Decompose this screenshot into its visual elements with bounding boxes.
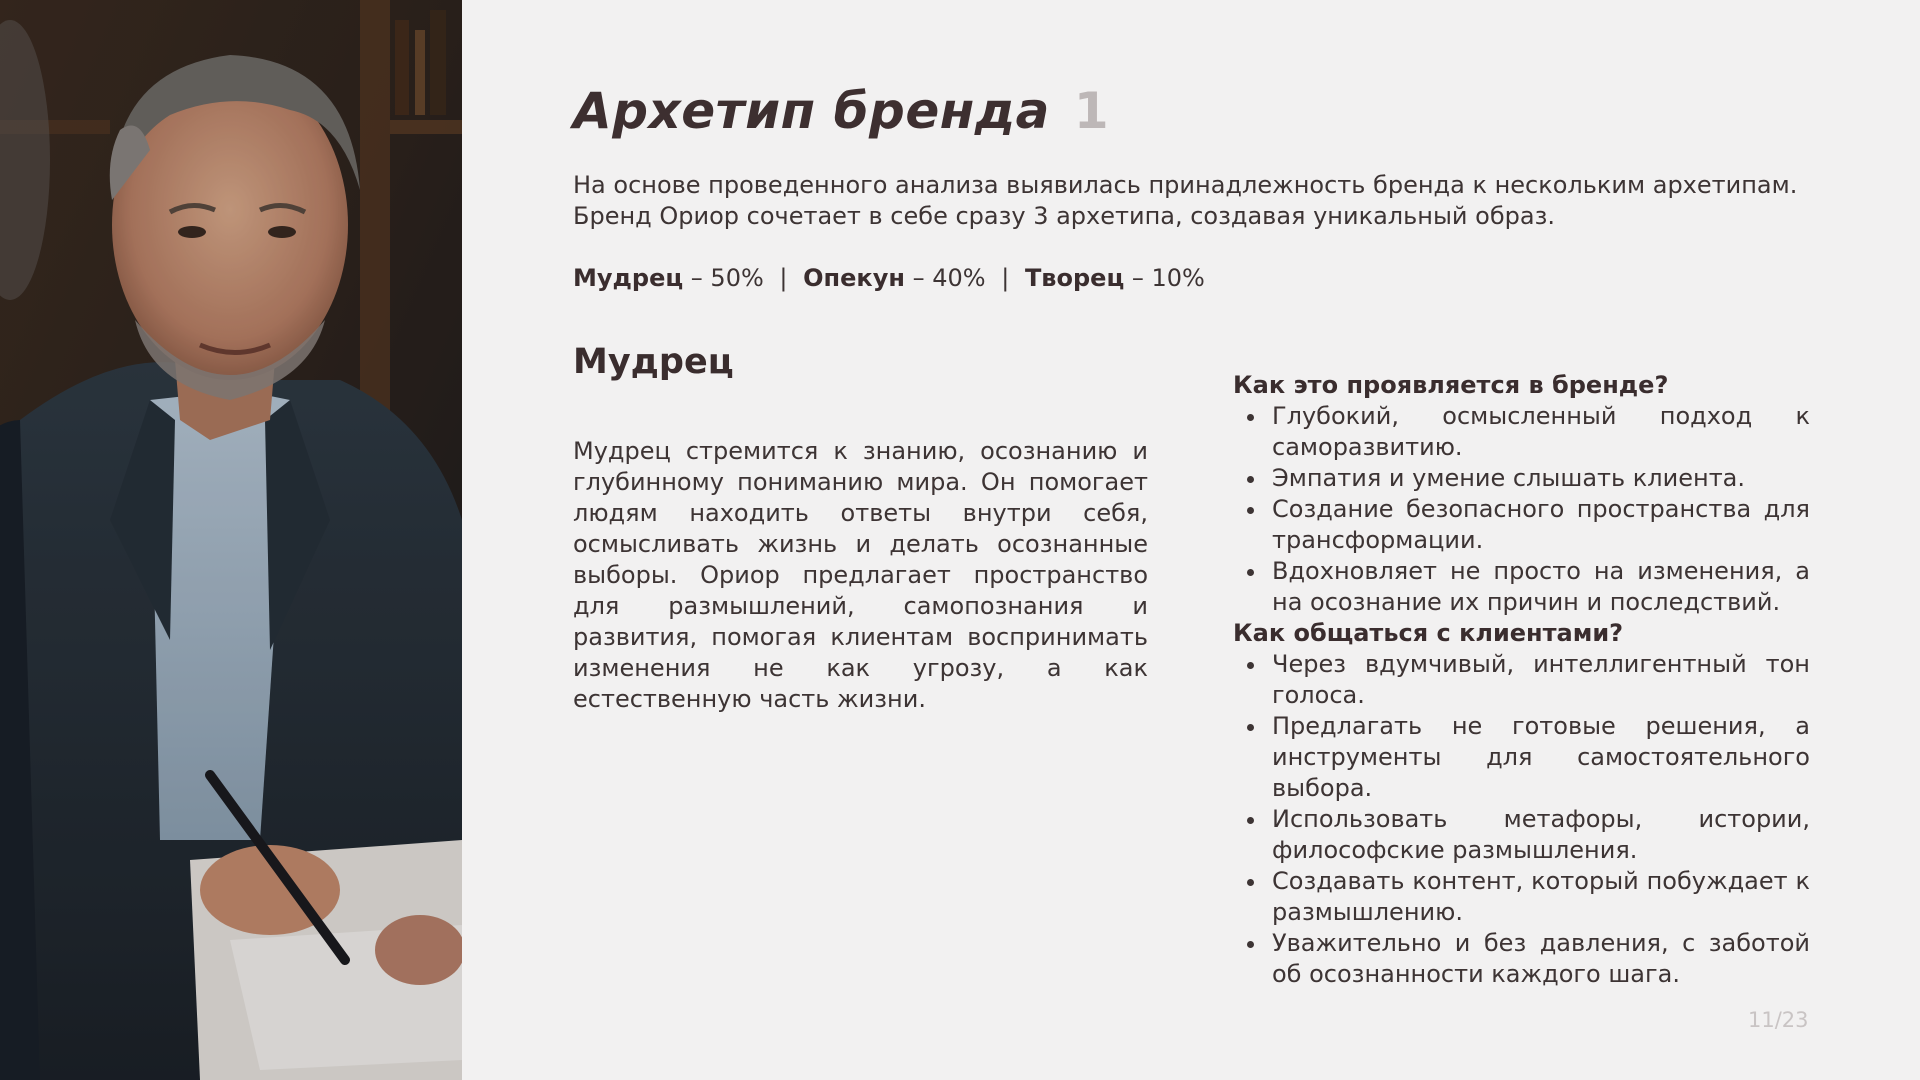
manifestation-list [1233,401,1810,618]
slide-title-number: 1 [1073,82,1110,140]
intro-line: Бренд Ориор сочетает в себе сразу 3 архетипа, создавая уникальный образ. [573,202,1555,230]
share-name: Мудрец [573,264,684,292]
communication-heading: Как общаться с клиентами? [1233,619,1624,647]
list-item: Уважительно и без давления, с заботой об осознанности каждого шага. [1272,929,1810,988]
share-value: – 40% [912,264,986,292]
archetype-description: Мудрец стремится к знанию, осознанию и глубинному пониманию мира. Он помогает людям находить ответы внутри себя, осмысливать жизнь и делать осознанные выборы. Ориор предлагает пространство для размышлений, самопознания и развития, помогая клиентам воспринимать изменения не как угрозу, а как естественную часть жизни. [573,437,1148,713]
section-title: Мудрец [573,342,734,382]
list-item: Глубокий, осмысленный подход к саморазвитию. [1272,402,1810,461]
communication-list [1233,649,1810,990]
list-item: Вдохновляет не просто на изменения, а на осознание их причин и последствий. [1272,557,1810,616]
slide-title-text: Архетип бренда [573,82,1050,140]
share-name: Творец [1024,264,1125,292]
archetype-details [1233,370,1810,990]
list-item: Через вдумчивый, интеллигентный тон голоса. [1272,650,1810,709]
share-value: – 50% [690,264,764,292]
photo-illustration [0,0,462,1080]
list-item: Эмпатия и умение слышать клиента. [1272,463,1810,494]
share-name: Опекун [803,264,905,292]
intro-line: На основе проведенного анализа выявилась принадлежность бренда к нескольким архетипам. [573,171,1798,199]
content-area [573,0,1808,1080]
intro-text [573,170,1813,232]
list-item: Создание безопасного пространства для трансформации. [1272,495,1810,554]
manifestation-heading: Как это проявляется в бренде? [1233,371,1669,399]
share-separator: | [1001,264,1010,292]
list-item: Использовать метафоры, истории, философские размышления. [1272,805,1810,864]
consultant-photo [0,0,462,1080]
share-value: – 10% [1131,264,1205,292]
list-item: Создавать контент, который побуждает к размышлению. [1272,867,1810,926]
page-number: 11/23 [1748,1008,1809,1032]
archetype-shares [573,262,1205,294]
list-item: Предлагать не готовые решения, а инструменты для самостоятельного выбора. [1272,712,1810,802]
share-separator: | [779,264,788,292]
slide-title [573,82,1109,140]
